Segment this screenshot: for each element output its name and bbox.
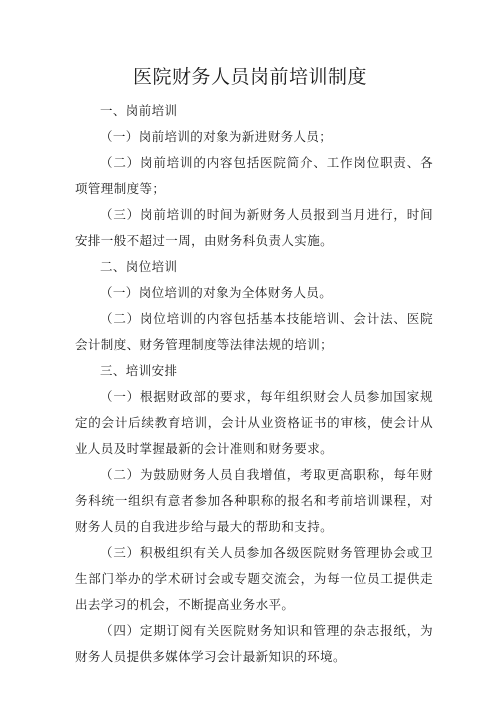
paragraph: （二）岗位培训的内容包括基本技能培训、会计法、医院会计制度、财务管理制度等法律法规的培训； bbox=[75, 311, 433, 352]
paragraph: （四）定期订阅有关医院财务知识和管理的杂志报纸，为财务人员提供多媒体学习会计最新知识的环境。 bbox=[75, 623, 433, 664]
heading-section-1: 一、岗前培训 bbox=[100, 103, 178, 118]
paragraph: （一）岗位培训的对象为全体财务人员。 bbox=[100, 285, 333, 300]
heading-section-2: 二、岗位培训 bbox=[100, 259, 178, 274]
document-body bbox=[75, 98, 433, 670]
paragraph: （二）为鼓励财务人员自我增值，考取更高职称，每年财务科统一组织有意者参加各种职称的报名和考前培训课程，对财务人员的自我进步给与最大的帮助和支持。 bbox=[75, 467, 433, 534]
paragraph: （二）岗前培训的内容包括医院简介、工作岗位职责、各项管理制度等； bbox=[75, 155, 433, 196]
heading-section-3: 三、培训安排 bbox=[100, 363, 178, 378]
paragraph: （三）积极组织有关人员参加各级医院财务管理协会或卫生部门举办的学术研讨会或专题交流会，为每一位员工提供走出去学习的机会，不断提高业务水平。 bbox=[75, 545, 433, 612]
paragraph: （三）岗前培训的时间为新财务人员报到当月进行，时间安排一般不超过一周，由财务科负责人实施。 bbox=[75, 207, 433, 248]
paragraph: （一）根据财政部的要求，每年组织财会人员参加国家规定的会计后续教育培训，会计从业资格证书的审核，使会计从业人员及时掌握最新的会计准则和财务要求。 bbox=[75, 389, 433, 456]
paragraph: （一）岗前培训的对象为新进财务人员； bbox=[100, 129, 333, 144]
document-title: 医院财务人员岗前培训制度 bbox=[132, 66, 367, 88]
